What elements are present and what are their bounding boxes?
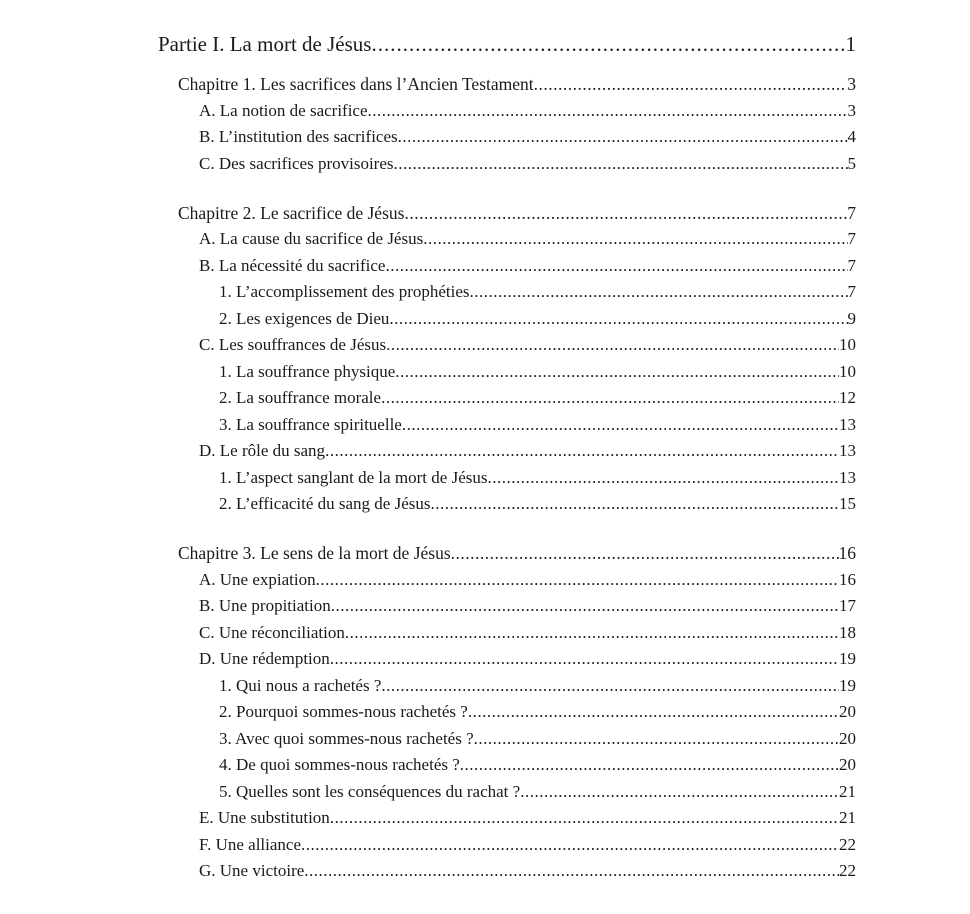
toc-section-entry[interactable]	[158, 98, 856, 125]
toc-page-number: 13	[839, 441, 856, 460]
toc-page-number: 3	[847, 100, 856, 120]
toc-page-number: 12	[839, 388, 856, 407]
dot-leader	[402, 412, 839, 439]
toc-page-number: 20	[839, 755, 856, 774]
toc-entry-title: B. La nécessité du sacrifice	[199, 255, 386, 275]
toc-section-entry[interactable]	[158, 332, 856, 359]
toc-entry-title: B. Une propitiation	[199, 596, 331, 615]
dot-leader	[431, 491, 840, 518]
toc-section-entry[interactable]	[158, 593, 856, 620]
toc-page-number: 7	[847, 255, 856, 275]
toc-page-number: 18	[839, 622, 856, 642]
toc-entry-title: E. Une substitution	[199, 808, 330, 827]
dot-leader	[381, 673, 839, 700]
toc-page-number: 9	[847, 308, 856, 328]
chapter-spacer	[158, 518, 856, 541]
dot-leader	[381, 385, 839, 412]
toc-entry-title: 1. Qui nous a rachetés ?	[219, 675, 382, 695]
table-of-contents	[158, 27, 856, 885]
toc-entry-title: 2. Les exigences de Dieu	[219, 308, 390, 328]
toc-page-number: 21	[839, 808, 856, 827]
toc-subsection-entry[interactable]	[158, 412, 856, 439]
toc-part-entry[interactable]	[158, 27, 856, 62]
toc-page-number: 10	[839, 335, 856, 354]
toc-entry-title: A. Une expiation	[199, 569, 316, 589]
toc-subsection-entry[interactable]	[158, 491, 856, 518]
dot-leader	[385, 253, 847, 280]
toc-page-number: 3	[847, 74, 856, 94]
toc-page-number: 7	[847, 282, 856, 301]
toc-chapter-entry[interactable]	[158, 71, 856, 98]
dot-leader	[460, 752, 839, 779]
toc-section-entry[interactable]	[158, 567, 856, 594]
toc-subsection-entry[interactable]	[158, 752, 856, 779]
dot-leader	[330, 805, 839, 832]
toc-section-entry[interactable]	[158, 832, 856, 859]
toc-subsection-entry[interactable]	[158, 279, 856, 306]
toc-page-number: 4	[847, 127, 856, 146]
dot-leader	[371, 27, 845, 62]
toc-entry-title: 5. Quelles sont les conséquences du rachat ?	[219, 781, 521, 801]
dot-leader	[470, 279, 848, 306]
toc-page-number: 22	[839, 834, 856, 854]
toc-page-number: 17	[839, 596, 856, 615]
toc-page-number: 16	[839, 569, 856, 589]
toc-entry-title: F. Une alliance	[199, 834, 302, 854]
dot-leader	[330, 646, 839, 673]
dot-leader	[451, 540, 839, 567]
toc-page-number: 13	[839, 414, 856, 434]
dot-leader	[404, 200, 847, 227]
toc-page-number: 19	[839, 649, 856, 668]
dot-leader	[331, 593, 839, 620]
toc-page-number: 20	[839, 702, 856, 721]
toc-section-entry[interactable]	[158, 226, 856, 253]
toc-entry-title: 3. Avec quoi sommes-nous rachetés ?	[219, 728, 474, 748]
dot-leader	[389, 306, 847, 333]
dot-leader	[534, 71, 848, 98]
toc-page-number: 21	[839, 781, 856, 801]
dot-leader	[304, 858, 839, 885]
toc-page-number: 1	[845, 32, 856, 56]
toc-subsection-entry[interactable]	[158, 359, 856, 386]
toc-entry-title: 2. Pourquoi sommes-nous rachetés ?	[219, 702, 468, 721]
toc-page-number: 20	[839, 728, 856, 748]
toc-entry-title: G. Une victoire	[199, 861, 305, 880]
toc-section-entry[interactable]	[158, 858, 856, 885]
toc-chapter-entry[interactable]	[158, 200, 856, 227]
dot-leader	[368, 98, 848, 125]
toc-entry-title: D. Une rédemption	[199, 649, 330, 668]
toc-entry-title: C. Des sacrifices provisoires	[199, 153, 394, 173]
toc-page-number: 19	[839, 675, 856, 695]
toc-page-number: 15	[839, 494, 856, 513]
toc-entry-title: 1. L’aspect sanglant de la mort de Jésus	[219, 467, 488, 487]
toc-section-entry[interactable]	[158, 646, 856, 673]
toc-page-number: 10	[839, 361, 856, 381]
dot-leader	[520, 779, 839, 806]
dot-leader	[386, 332, 839, 359]
toc-entry-title: 3. La souffrance spirituelle	[219, 414, 402, 434]
dot-leader	[398, 124, 848, 151]
toc-entry-title: A. La cause du sacrifice de Jésus	[199, 229, 424, 248]
toc-subsection-entry[interactable]	[158, 673, 856, 700]
dot-leader	[316, 567, 839, 594]
toc-entry-title: 1. La souffrance physique	[219, 361, 396, 381]
toc-chapter-entry[interactable]	[158, 540, 856, 567]
toc-page-number: 13	[839, 467, 856, 487]
toc-subsection-entry[interactable]	[158, 465, 856, 492]
dot-leader	[325, 438, 839, 465]
toc-section-entry[interactable]	[158, 620, 856, 647]
toc-subsection-entry[interactable]	[158, 779, 856, 806]
dot-leader	[345, 620, 839, 647]
toc-entry-title: Chapitre 2. Le sacrifice de Jésus	[178, 202, 405, 223]
toc-subsection-entry[interactable]	[158, 726, 856, 753]
toc-subsection-entry[interactable]	[158, 306, 856, 333]
chapter-spacer	[158, 177, 856, 200]
dot-leader	[395, 359, 839, 386]
toc-entry-title: Partie I. La mort de Jésus	[158, 32, 372, 56]
toc-section-entry[interactable]	[158, 124, 856, 151]
dot-leader	[423, 226, 847, 253]
toc-section-entry[interactable]	[158, 253, 856, 280]
dot-leader	[474, 726, 839, 753]
toc-entry-title: Chapitre 3. Le sens de la mort de Jésus	[178, 543, 451, 563]
toc-page-number: 7	[847, 229, 856, 248]
toc-entry-title: C. Les souffrances de Jésus	[199, 335, 387, 354]
toc-entry-title: 2. La souffrance morale	[219, 388, 382, 407]
dot-leader	[301, 832, 839, 859]
toc-entry-title: 2. L’efficacité du sang de Jésus	[219, 494, 431, 513]
toc-section-entry[interactable]	[158, 805, 856, 832]
toc-page-number: 16	[838, 543, 856, 563]
toc-entry-title: Chapitre 1. Les sacrifices dans l’Ancien Testament	[178, 74, 534, 94]
toc-entry-title: 4. De quoi sommes-nous rachetés ?	[219, 755, 460, 774]
toc-entry-title: B. L’institution des sacrifices	[199, 127, 398, 146]
toc-entry-title: D. Le rôle du sang	[199, 441, 326, 460]
toc-entry-title: A. La notion de sacrifice	[199, 100, 368, 120]
toc-section-entry[interactable]	[158, 438, 856, 465]
toc-subsection-entry[interactable]	[158, 699, 856, 726]
dot-leader	[468, 699, 839, 726]
toc-page-number: 5	[847, 153, 856, 173]
dot-leader	[394, 151, 848, 178]
dot-leader	[487, 465, 839, 492]
toc-entry-title: C. Une réconciliation	[199, 622, 345, 642]
toc-section-entry[interactable]	[158, 151, 856, 178]
toc-entry-title: 1. L’accomplissement des prophéties	[219, 282, 470, 301]
toc-page-number: 22	[839, 861, 856, 880]
toc-page-number: 7	[847, 202, 856, 223]
toc-subsection-entry[interactable]	[158, 385, 856, 412]
